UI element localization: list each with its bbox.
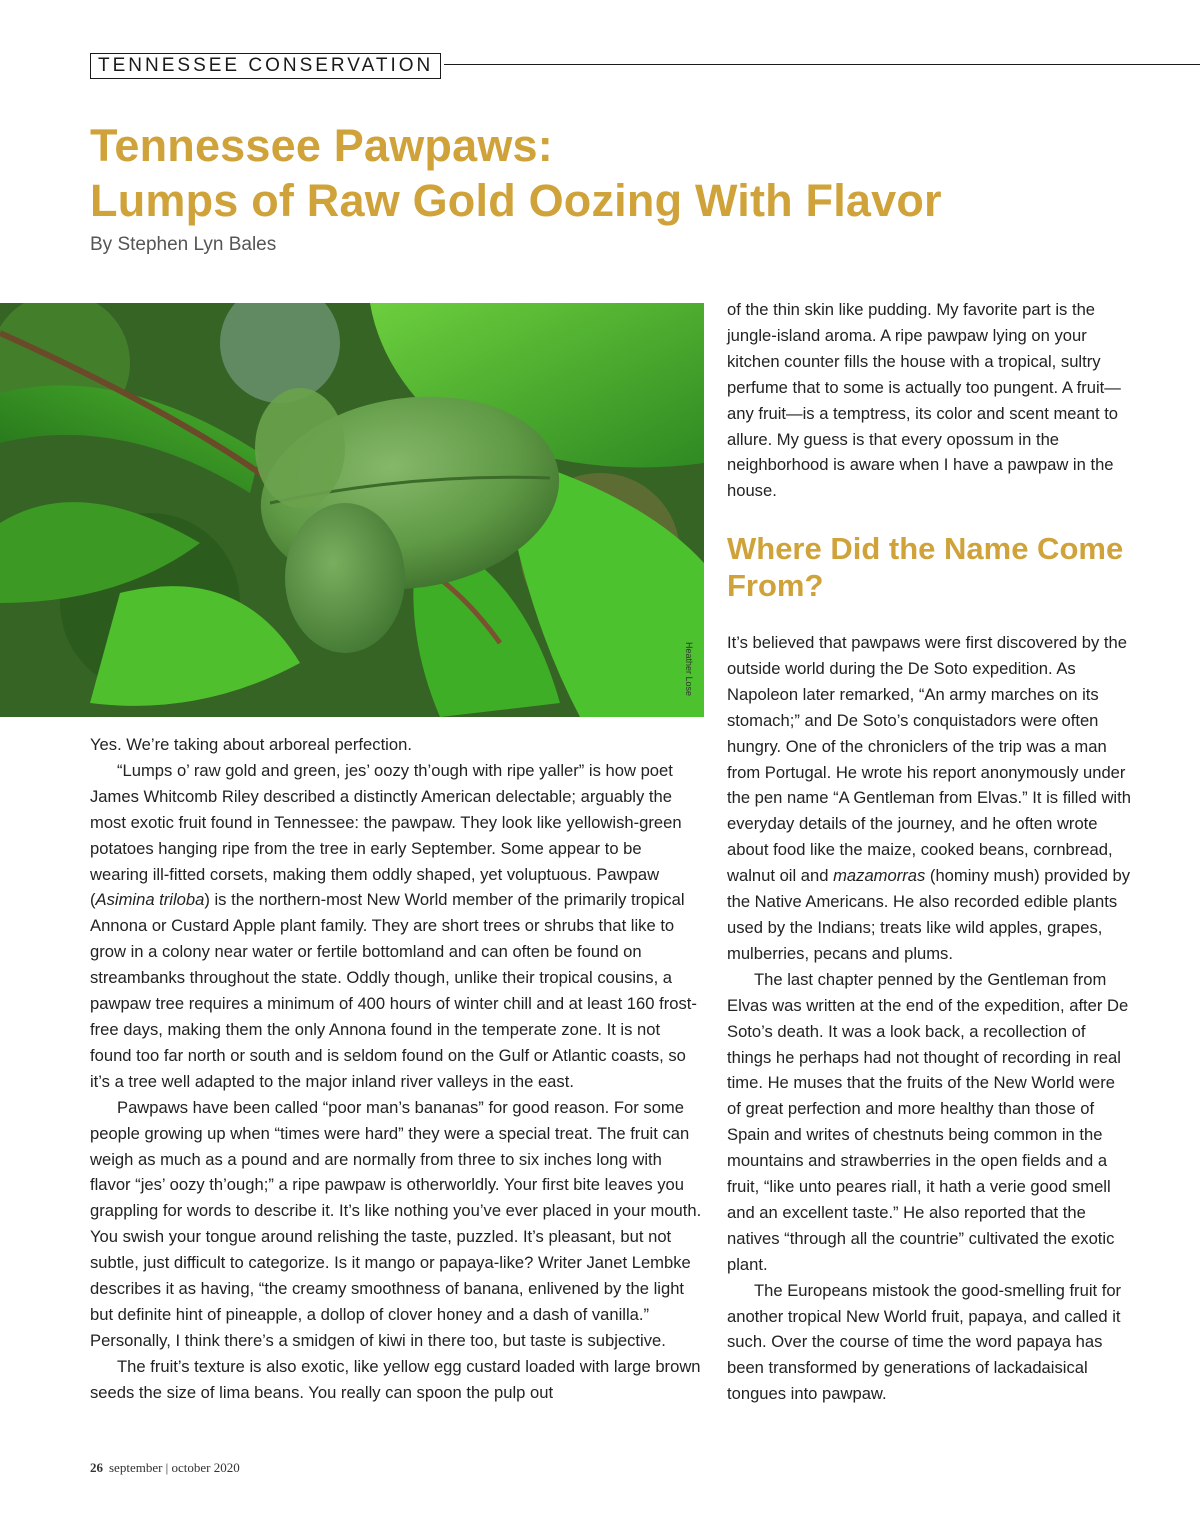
paragraph: “Lumps o’ raw gold and green, jes’ oozy th’ough with ripe yaller” is how poet James Whitcomb Riley described a distinctly American delectable; arguably the most exotic fruit found in Tennessee: the pawpaw. They look like yellowish-green potatoes hanging ripe from the tree in early September. Some appear to be wearing ill-fitted corsets, making them oddly shaped, yet voluptuous. Pawpaw (Asimina triloba) is the northern-most New World member of the primarily tropical Annona or Custard Apple plant family. They are short trees or shrubs that like to grow in a colony near water or fertile bottomland and can often be found on streambanks throughout the state. Oddly though, unlike their tropical cousins, a pawpaw tree requires a minimum of 400 hours of winter chill and at least 160 frost-free days, making them the only Annona found in the temperate zone. It is not found too far north or south and is seldom found on the Gulf or Atlantic coasts, so it’s a tree well adapted to the major inland river valleys in the east. bbox=[90, 760, 697, 1091]
paragraph: Pawpaws have been called “poor man’s bananas” for good reason. For some people growing up when “times were hard” they were a special treat. The fruit can weigh as much as a pound and are normally from three to six inches long with flavor “jes’ oozy th’ough;” a ripe pawpaw is otherworldly. Your first bite leaves you grappling for words to describe it. It’s like nothing you’ve ever placed in your mouth. You swish your tongue around relishing the taste, puzzled. It’s pleasant, but not subtle, just difficult to categorize. Is it mango or papaya-like? Writer Janet Lembke describes it as having, “the creamy smoothness of banana, enlivened by the light but definite hint of pineapple, a dollop of clover honey and a dash of vanilla.” Personally, I think there’s a smidgen of kiwi in there too, but taste is subjective. bbox=[90, 1097, 702, 1350]
paragraph: of the thin skin like pudding. My favorite part is the jungle-island aroma. A ripe pawpaw lying on your kitchen counter fills the house with a tropical, sultry perfume that to some is actually too pungent. A fruit—any fruit—is a temptress, its color and scent meant to allure. My guess is that every opossum in the neighborhood is aware when I have a pawpaw in the house. bbox=[727, 300, 1121, 501]
header-rule bbox=[444, 64, 1200, 65]
section-heading: Where Did the Name Come From? bbox=[727, 531, 1124, 603]
issue-date: september | october 2020 bbox=[109, 1460, 240, 1475]
body-column-right bbox=[727, 630, 1131, 1407]
paragraph: The last chapter penned by the Gentleman from Elvas was written at the end of the expedition, after De Soto’s death. It was a look back, a recollection of things he perhaps had not thought of recording in real time. He muses that the fruits of the New World were of great perfection and more healthy than those of Spain and writes of chestnuts being common in the mountains and strawberries in the open fields and a fruit, “like unto peares riall, it hath a verie good smell and an excellent taste.” He also reported that the natives “through all the countrie” cultivated the exotic plant. bbox=[727, 969, 1129, 1274]
photo-credit: Heather Lose bbox=[684, 641, 694, 697]
title-line-2: Lumps of Raw Gold Oozing With Flavor bbox=[90, 175, 942, 226]
body-column-left bbox=[90, 732, 704, 1406]
pawpaw-photo bbox=[0, 303, 704, 717]
page-footer bbox=[90, 1460, 240, 1476]
article-title bbox=[90, 118, 942, 228]
section-tag: TENNESSEE CONSERVATION bbox=[90, 53, 441, 79]
italic-term: mazamorras bbox=[833, 866, 926, 886]
paragraph: It’s believed that pawpaws were first discovered by the outside world during the De Soto expedition. As Napoleon later remarked, “An army marches on its stomach;” and De Soto’s conquistadors were often hungry. One of the chroniclers of the trip was a man from Portugal. He wrote his report anonymously under the pen name “A Gentleman from Elvas.” It is filled with everyday details of the journey, and he often wrote about food like the maize, cooked beans, cornbread, walnut oil and mazamorras (hominy mush) provided by the Native Americans. He also recorded edible plants used by the Indians; treats like wild apples, grapes, mulberries, pecans and plums. bbox=[727, 633, 1131, 963]
body-column-right-top bbox=[727, 297, 1131, 504]
paragraph: Yes. We’re taking about arboreal perfection. bbox=[90, 735, 412, 754]
species-name: Asimina triloba bbox=[95, 890, 205, 910]
paragraph: The fruit’s texture is also exotic, like yellow egg custard loaded with large brown seeds the size of lima beans. You really can spoon the pulp out bbox=[90, 1356, 701, 1402]
title-line-1: Tennessee Pawpaws: bbox=[90, 120, 553, 171]
page-number: 26 bbox=[90, 1460, 103, 1475]
paragraph: The Europeans mistook the good-smelling fruit for another tropical New World fruit, papaya, and called it such. Over the course of time the word papaya has been transformed by generations of lackadaisical tongues into pawpaw. bbox=[727, 1280, 1122, 1404]
byline: By Stephen Lyn Bales bbox=[90, 234, 277, 255]
